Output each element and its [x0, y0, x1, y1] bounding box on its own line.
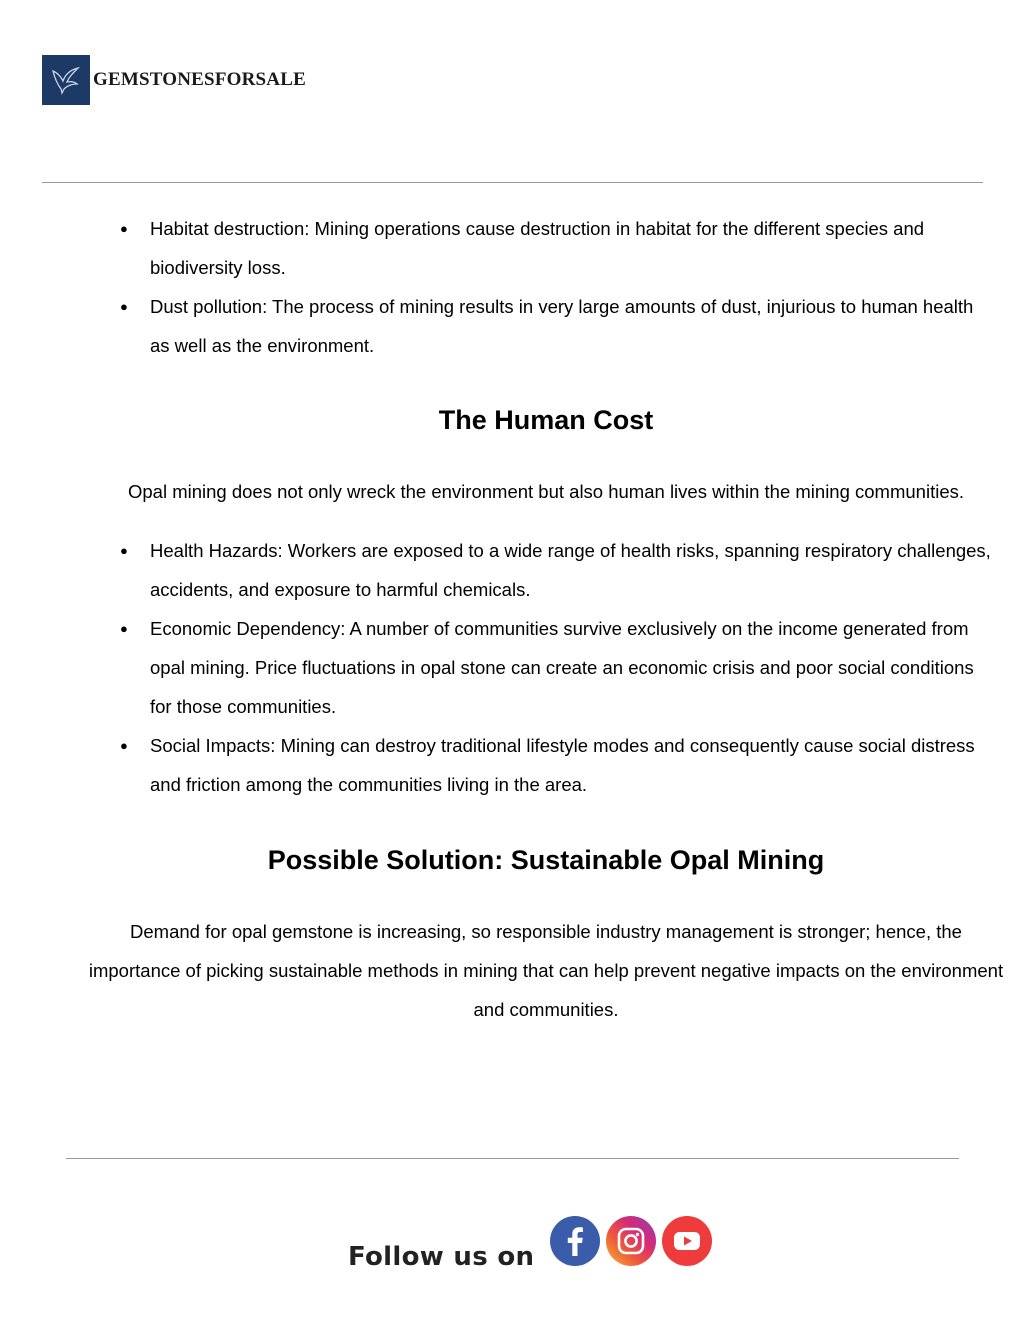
bird-icon — [42, 55, 90, 105]
instagram-icon[interactable] — [606, 1216, 656, 1266]
site-header — [42, 55, 306, 105]
social-links — [550, 1216, 712, 1266]
facebook-icon[interactable] — [550, 1216, 600, 1266]
social-follow — [348, 1216, 712, 1278]
list-item: ● Economic Dependency: A number of communities survive exclusively on the income generated from opal mining. Price fluctuations in opal stone can create an economic crisis and poor social conditions for those communities. — [118, 609, 998, 726]
environment-impact-list — [118, 209, 998, 365]
header-divider — [42, 182, 983, 183]
section-heading-solution: Possible Solution: Sustainable Opal Mining — [267, 845, 825, 875]
list-item: ● Health Hazards: Workers are exposed to a wide range of health risks, spanning respiratory challenges, accidents, and exposure to harmful chemicals. — [118, 531, 998, 609]
list-item: ● Habitat destruction: Mining operations cause destruction in habitat for the different species and biodiversity loss. — [118, 209, 998, 287]
solution-paragraph: Demand for opal gemstone is increasing, so responsible industry management is stronger; hence, the importance of picking sustainable methods in mining that can help prevent negative impacts on the environment and communities. — [88, 921, 1004, 1020]
brand-name[interactable]: GEMSTONESFORSALE — [93, 69, 306, 90]
section-heading-human-cost: The Human Cost — [438, 405, 654, 435]
human-cost-list — [118, 531, 998, 804]
footer-divider — [66, 1158, 959, 1159]
follow-label: Follow us on — [348, 1242, 535, 1272]
list-item: ● Social Impacts: Mining can destroy traditional lifestyle modes and consequently cause social distress and friction among the communities living in the area. — [118, 726, 998, 804]
list-item: ● Dust pollution: The process of mining results in very large amounts of dust, injurious to human health as well as the environment. — [118, 287, 998, 365]
human-cost-intro: Opal mining does not only wreck the environment but also human lives within the mining communities. — [128, 481, 964, 502]
youtube-icon[interactable] — [662, 1216, 712, 1266]
